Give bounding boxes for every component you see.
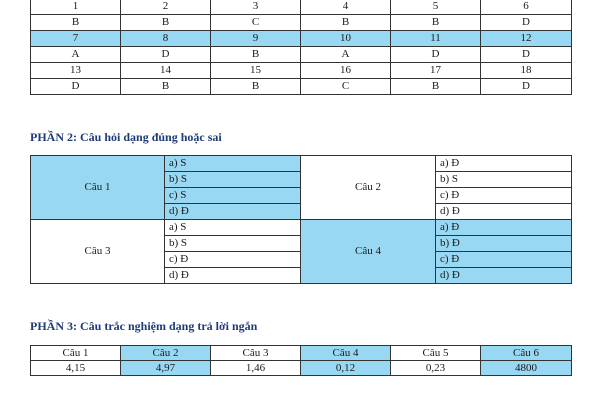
table-cell: 6 — [481, 0, 572, 15]
table-cell: D — [391, 47, 481, 63]
table-cell: 14 — [121, 63, 211, 79]
part2-heading: PHẦN 2: Câu hỏi dạng đúng hoặc sai — [30, 130, 222, 144]
table-cell: 7 — [31, 31, 121, 47]
answer-cell: d) Đ — [436, 204, 572, 220]
answer-cell: 0,12 — [301, 361, 391, 376]
table-cell: 11 — [391, 31, 481, 47]
table-cell: B — [31, 15, 121, 31]
table-row — [31, 47, 572, 63]
question-label: Câu 2 — [301, 156, 436, 220]
table-cell: C — [301, 79, 391, 95]
table-cell: B — [211, 79, 301, 95]
table-cell: 2 — [121, 0, 211, 15]
table-cell: B — [121, 79, 211, 95]
table-row — [31, 15, 572, 31]
answer-cell: d) Đ — [165, 204, 301, 220]
table-row — [31, 31, 572, 47]
answer-cell: b) S — [436, 172, 572, 188]
part2-answer-table — [30, 155, 572, 284]
table-row — [31, 156, 572, 172]
answer-cell: a) S — [165, 220, 301, 236]
table-cell: D — [481, 15, 572, 31]
table-cell: 4 — [301, 0, 391, 15]
table-row — [31, 79, 572, 95]
table-cell: D — [481, 79, 572, 95]
table-cell: A — [301, 47, 391, 63]
question-header: Câu 4 — [301, 346, 391, 361]
answer-cell: d) Đ — [436, 268, 572, 284]
answer-cell: 4,97 — [121, 361, 211, 376]
answer-cell: a) S — [165, 156, 301, 172]
table-cell: 15 — [211, 63, 301, 79]
question-header: Câu 6 — [481, 346, 572, 361]
table-cell: 9 — [211, 31, 301, 47]
table-cell: 12 — [481, 31, 572, 47]
question-header: Câu 1 — [31, 346, 121, 361]
table-cell: B — [121, 15, 211, 31]
table-cell: B — [211, 47, 301, 63]
table-cell: C — [211, 15, 301, 31]
table-cell: B — [391, 15, 481, 31]
question-label: Câu 3 — [31, 220, 165, 284]
table-row — [31, 346, 572, 361]
table-cell: D — [31, 79, 121, 95]
table-row — [31, 220, 572, 236]
question-header: Câu 3 — [211, 346, 301, 361]
question-label: Câu 1 — [31, 156, 165, 220]
table-cell: 8 — [121, 31, 211, 47]
question-label: Câu 4 — [301, 220, 436, 284]
part3-heading: PHẦN 3: Câu trắc nghiệm dạng trả lời ngắn — [30, 319, 258, 333]
answer-cell: b) S — [165, 172, 301, 188]
answer-cell: c) Đ — [436, 188, 572, 204]
answer-cell: 4800 — [481, 361, 572, 376]
question-header: Câu 2 — [121, 346, 211, 361]
answer-cell: b) S — [165, 236, 301, 252]
table-cell: B — [301, 15, 391, 31]
table-cell: B — [391, 79, 481, 95]
table-cell: D — [121, 47, 211, 63]
table-row — [31, 63, 572, 79]
answer-cell: 0,23 — [391, 361, 481, 376]
table-row — [31, 0, 572, 15]
answer-cell: c) S — [165, 188, 301, 204]
answer-cell: d) Đ — [165, 268, 301, 284]
answer-cell: c) Đ — [436, 252, 572, 268]
table-cell: 17 — [391, 63, 481, 79]
answer-cell: 1,46 — [211, 361, 301, 376]
answer-cell: a) Đ — [436, 156, 572, 172]
table-cell: 13 — [31, 63, 121, 79]
part1-answer-table — [30, 0, 572, 95]
table-cell: 1 — [31, 0, 121, 15]
answer-cell: c) Đ — [165, 252, 301, 268]
table-cell: 10 — [301, 31, 391, 47]
question-header: Câu 5 — [391, 346, 481, 361]
table-cell: A — [31, 47, 121, 63]
part3-answer-table — [30, 345, 572, 376]
answer-cell: a) Đ — [436, 220, 572, 236]
table-row — [31, 361, 572, 376]
table-cell: 5 — [391, 0, 481, 15]
table-cell: 3 — [211, 0, 301, 15]
answer-cell: b) Đ — [436, 236, 572, 252]
table-cell: 16 — [301, 63, 391, 79]
table-cell: 18 — [481, 63, 572, 79]
table-cell: D — [481, 47, 572, 63]
answer-cell: 4,15 — [31, 361, 121, 376]
